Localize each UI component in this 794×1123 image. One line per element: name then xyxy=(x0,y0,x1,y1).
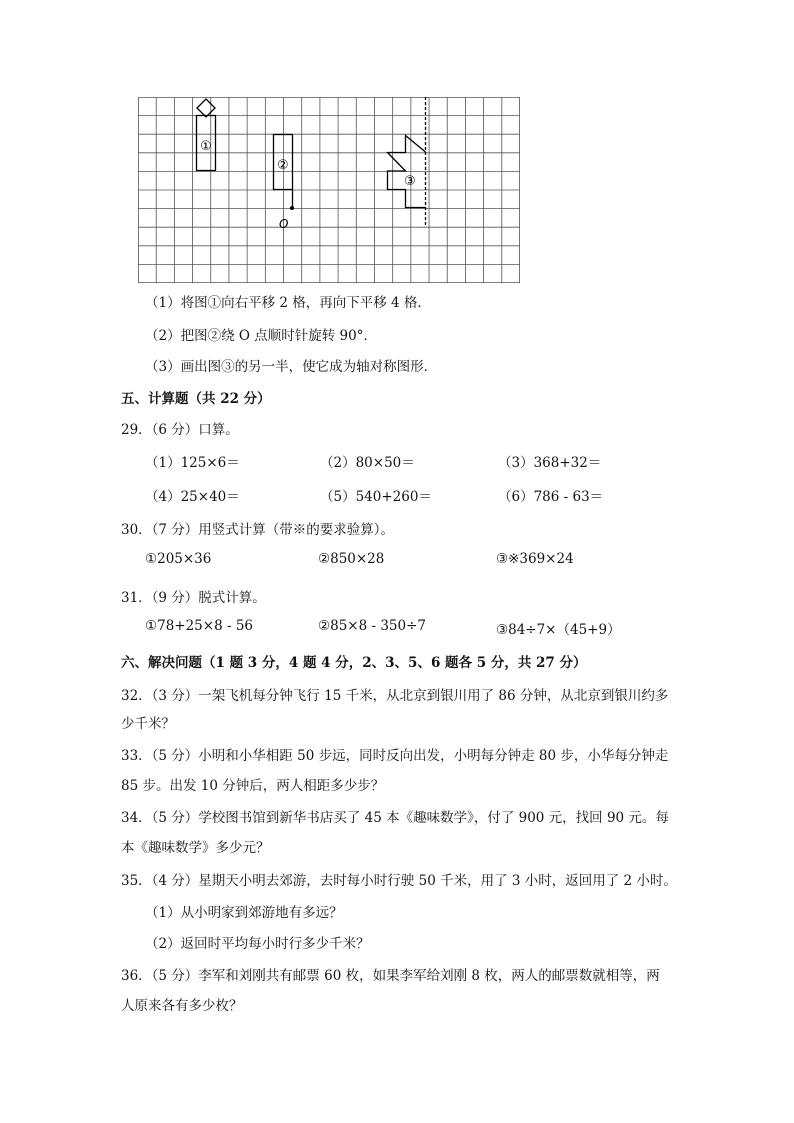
q30-item-3: ③※369×24 xyxy=(496,551,574,567)
grid-svg xyxy=(138,97,520,283)
q32-line-1: 32．（3 分）一架飞机每分钟飞行 15 千米，从北京到银川用了 86 分钟，从北京到银川约多 xyxy=(121,688,669,704)
q29-item-3: （3）368+32＝ xyxy=(498,455,602,471)
section-5-title: 五、计算题（共 22 分） xyxy=(121,391,271,407)
q29-item-1: （1）125×6＝ xyxy=(145,455,240,471)
q35-sub-1: （1）从小明家到郊游地有多远？ xyxy=(145,905,343,921)
point-o-label: O xyxy=(279,217,289,231)
q33-line-2: 85 步。出发 10 分钟后，两人相距多少步？ xyxy=(121,778,385,794)
q29-item-2: （2）80×50＝ xyxy=(320,455,415,471)
q31-item-2: ②85×8 - 350÷7 xyxy=(318,618,426,634)
q29-stem: 29．（6 分）口算。 xyxy=(121,422,239,438)
q29-item-6: （6）786 - 63＝ xyxy=(498,489,604,505)
q35-line-1: 35．（4 分）星期天小明去郊游，去时每小时行驶 50 千米，用了 3 小时，返回用了 2 小时。 xyxy=(121,873,677,889)
shape-1 xyxy=(197,99,216,171)
shape-1-label: ① xyxy=(200,139,212,154)
shape-1-diamond xyxy=(197,99,215,117)
q31-item-1: ①78+25×8 - 56 xyxy=(145,618,253,634)
point-o xyxy=(290,206,294,210)
q30-item-2: ②850×28 xyxy=(318,551,385,567)
q36-line-1: 36．（5 分）李军和刘刚共有邮票 60 枚，如果李军给刘刚 8 枚，两人的邮票数就相等，两 xyxy=(121,968,660,984)
q31-item-3: ③84÷7×（45+9） xyxy=(496,622,621,638)
q34-line-2: 本《趣味数学》多少元？ xyxy=(121,840,270,856)
q31-stem: 31．（9 分）脱式计算。 xyxy=(121,590,266,606)
q36-line-2: 人原来各有多少枚？ xyxy=(121,998,243,1014)
shape-3-label: ③ xyxy=(404,174,416,189)
grid-lines xyxy=(138,97,520,283)
q32-line-2: 少千米？ xyxy=(121,716,175,732)
shape-2-label: ② xyxy=(277,158,289,173)
q28-step-3: （3）画出图③的另一半，使它成为轴对称图形． xyxy=(145,359,438,375)
grid-figure xyxy=(138,97,520,283)
q28-step-2: （2）把图②绕 O 点顺时针旋转 90°． xyxy=(145,328,377,344)
q28-step-1: （1）将图①向右平移 2 格，再向下平移 4 格． xyxy=(145,295,431,311)
q33-line-1: 33．（5 分）小明和小华相距 50 步远，同时反向出发，小明每分钟走 80 步，小华每分钟走 xyxy=(121,748,669,764)
q34-line-1: 34．（5 分）学校图书馆到新华书店买了 45 本《趣味数学》，付了 900 元，找回 90 元。每 xyxy=(121,810,669,826)
q30-item-1: ①205×36 xyxy=(145,551,212,567)
q29-item-4: （4）25×40＝ xyxy=(145,489,240,505)
q29-item-5: （5）540+260＝ xyxy=(320,489,432,505)
q35-sub-2: （2）返回时平均每小时行多少千米？ xyxy=(145,936,370,952)
section-6-title: 六、解决问题（1 题 3 分，4 题 4 分，2、3、5、6 题各 5 分，共 27 分） xyxy=(121,655,587,671)
q30-stem: 30．（7 分）用竖式计算（带※的要求验算）。 xyxy=(121,522,395,538)
